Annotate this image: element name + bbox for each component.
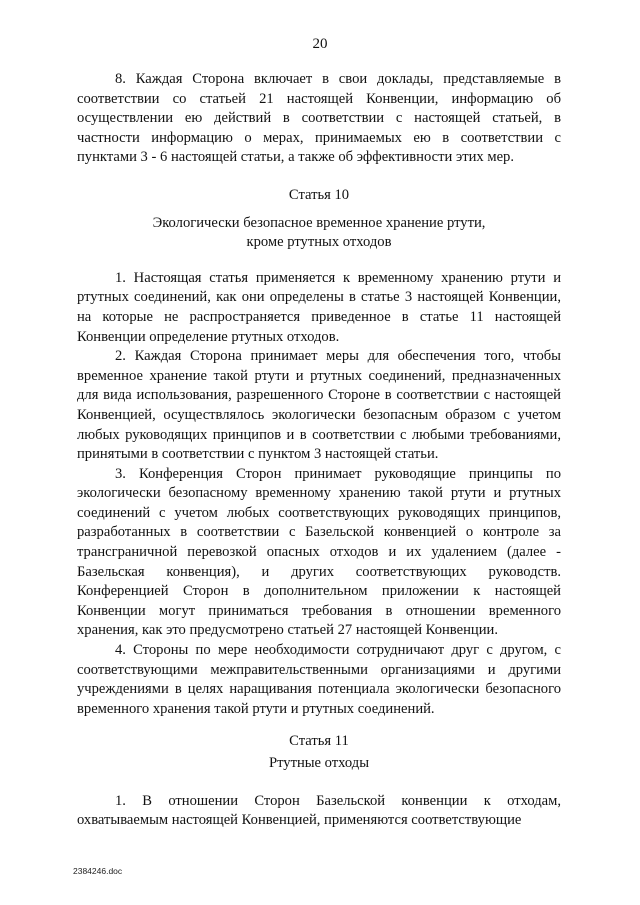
paragraph-art10-2: 2. Каждая Сторона принимает меры для обеспечения того, чтобы временное хранение такой ртути и ртутных соединений, предназначенных для вида использования, разрешенного Стороне в соответствии с настоящей Конвенцией, осуществлялось экологически безопасным образом с учетом любых руководящих принципов и в соответствии с любыми требованиями, принятыми в соответствии с пунктом 3 настоящей статьи. (77, 348, 561, 463)
article-11-subtitle: Ртутные отходы (268, 755, 370, 771)
paragraph-art9-8: 8. Каждая Сторона включает в свои доклады, представляемые в соответствии со статьей 21 настоящей Конвенции, информацию об осуществлении ею действий в соответствии с настоящей статьей, в частности информацию о мерах, принимаемых ею в соответствии с пунктами 3 - 6 настоящей статьи, а также об эффективности этих мер. (77, 71, 561, 166)
article-10-subtitle (77, 214, 561, 253)
paragraph-art10-3: 3. Конференция Сторон принимает руководящие принципы по экологически безопасному временному хранению такой ртути и ртутных соединений с учетом любых соответствующих руководящих принципов, разработанных в соответствии с Базельской конвенцией о контроле за трансграничной перевозкой опасных отходов и их удалением (далее - Базельская конвенция), и других соответствующих руководств. Конференцией Сторон в дополнительном приложении к настоящей Конвенции могут приниматься требования в отношении временного хранения, как это предусмотрено статьей 27 настоящей Конвенции. (77, 465, 561, 639)
article-10-subtitle-line1: Экологически безопасное временное хранение ртути, (152, 214, 486, 231)
document-body (77, 70, 561, 831)
article-10-subtitle-line2: кроме ртутных отходов (246, 234, 392, 251)
paragraph-art10-4: 4. Стороны по мере необходимости сотрудничают друг с другом, с соответствующими межправительственными организациями и другими учреждениями в целях наращивания потенциала экологически безопасного временного хранения такой ртути и ртутных соединений. (77, 642, 561, 717)
article-11-title: Статья 11 (289, 733, 349, 750)
paragraph-art11-1: 1. В отношении Сторон Базельской конвенции к отходам, охватываемым настоящей Конвенцией, применяются соответствующие (77, 792, 561, 829)
article-10-title: Статья 10 (288, 186, 350, 203)
page-number: 20 (312, 36, 328, 52)
footer-filename: 2384246.doc (73, 866, 123, 876)
paragraph-art10-1: 1. Настоящая статья применяется к временному хранению ртути и ртутных соединений, как они определены в статье 3 настоящей Конвенции, на которые не распространяется приведенное в статье 11 настоящей Конвенции определение ртутных отходов. (77, 269, 561, 345)
